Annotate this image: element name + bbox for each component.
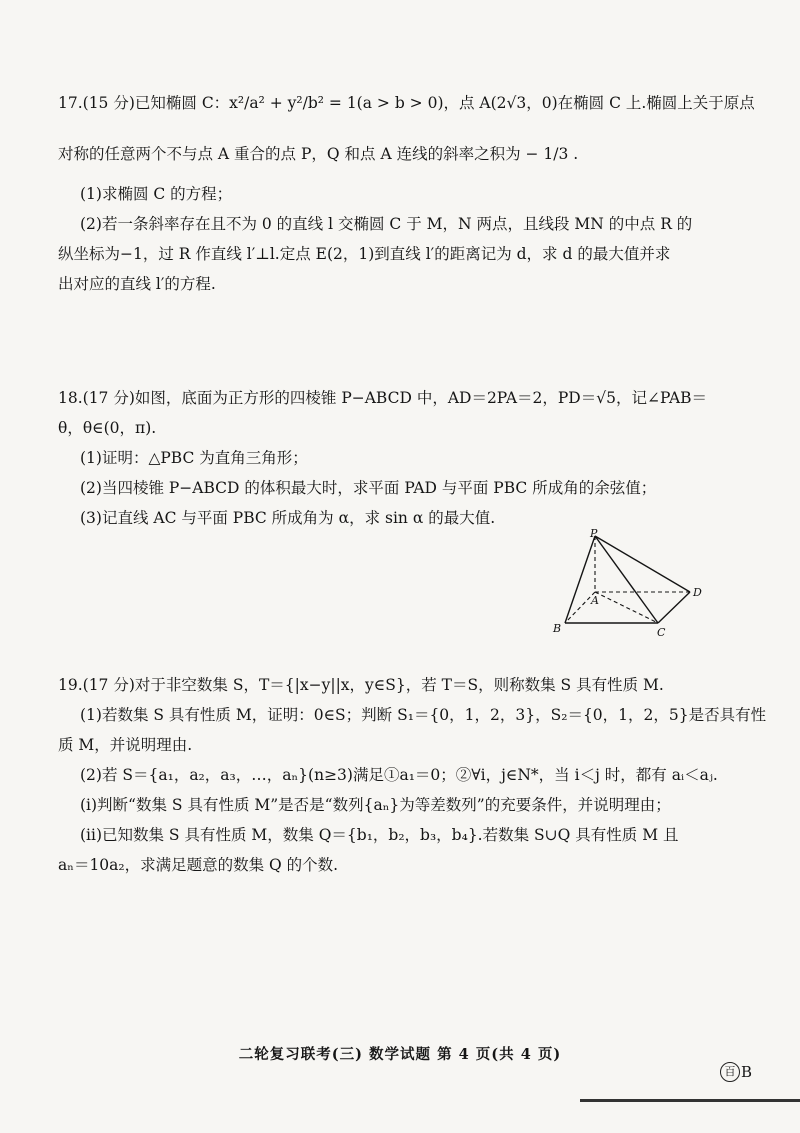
q19-part2-ii-line1: (ⅱ)已知数集 S 具有性质 M，数集 Q＝{b₁，b₂，b₃，b₄}.若数集 S∪Q 具有性质 M 且 xyxy=(80,826,679,844)
q17-part2-line2: 纵坐标为−1，过 R 作直线 l′⊥l.定点 E(2，1)到直线 l′的距离记为 d，求 d 的最大值并求 xyxy=(58,245,671,263)
q19-part2-stem: (2)若 S＝{a₁，a₂，a₃，…，aₙ}(n≥3)满足①a₁＝0；②∀i，j∈N*，当 i＜j 时，都有 aᵢ＜aⱼ. xyxy=(80,766,718,784)
q17-part2-line3: 出对应的直线 l′的方程. xyxy=(58,275,216,293)
pyramid-figure xyxy=(540,528,720,646)
q18-stem-line2: θ，θ∈(0，π). xyxy=(58,419,157,437)
q19-part2-ii-line2: aₙ＝10a₂，求满足题意的数集 Q 的个数. xyxy=(58,856,339,874)
q17-stem-line2: 对称的任意两个不与点 A 重合的点 P，Q 和点 A 连线的斜率之积为 − 1/3 . xyxy=(58,145,579,163)
print-mark-circle: 百 xyxy=(720,1062,740,1082)
edge-pd xyxy=(595,536,690,592)
q18-stem-line1: 18.(17 分)如图，底面为正方形的四棱锥 P−ABCD 中，AD＝2PA＝2，PD＝√5，记∠PAB＝ xyxy=(58,389,708,407)
edge-pc xyxy=(595,536,658,623)
q19-part2-i: (ⅰ)判断“数集 S 具有性质 M”是否是“数列{aₙ}为等差数列”的充要条件，并说明理由； xyxy=(80,796,671,814)
label-a: A xyxy=(591,594,599,607)
label-c: C xyxy=(657,626,666,639)
q19-part1-line1: (1)若数集 S 具有性质 M，证明：0∈S；判断 S₁＝{0，1，2，3}，S₂＝{0，1，2，5}是否具有性 xyxy=(80,706,767,724)
edge-cd xyxy=(658,592,690,623)
q17-part2-line1: (2)若一条斜率存在且不为 0 的直线 l 交椭圆 C 于 M，N 两点，且线段 MN 的中点 R 的 xyxy=(80,215,693,233)
edge-pb xyxy=(565,536,595,623)
print-mark-letter: B xyxy=(740,1063,752,1081)
label-d: D xyxy=(693,586,702,599)
bottom-rule xyxy=(580,1099,800,1102)
page-footer: 二轮复习联考(三) 数学试题 第 4 页(共 4 页) xyxy=(238,1046,562,1063)
q19-stem-line1: 19.(17 分)对于非空数集 S，T＝{|x−y||x，y∈S}，若 T＝S，则称数集 S 具有性质 M. xyxy=(58,676,664,694)
q17-stem-line1: 17.(15 分)已知椭圆 C：x²/a² + y²/b² = 1(a > b > 0)，点 A(2√3，0)在椭圆 C 上.椭圆上关于原点 xyxy=(58,94,755,112)
q18-part2: (2)当四棱锥 P−ABCD 的体积最大时，求平面 PAD 与平面 PBC 所成角的余弦值； xyxy=(80,479,657,497)
diagonal-ac-hidden xyxy=(595,592,658,623)
q18-part1: (1)证明：△PBC 为直角三角形； xyxy=(80,449,308,467)
print-mark xyxy=(720,1062,752,1082)
label-p: P xyxy=(590,528,598,540)
q19-part1-line2: 质 M，并说明理由. xyxy=(58,736,193,754)
q17-part1: (1)求椭圆 C 的方程； xyxy=(80,185,233,203)
q18-part3: (3)记直线 AC 与平面 PBC 所成角为 α，求 sin α 的最大值. xyxy=(80,509,496,527)
label-b: B xyxy=(553,622,562,635)
